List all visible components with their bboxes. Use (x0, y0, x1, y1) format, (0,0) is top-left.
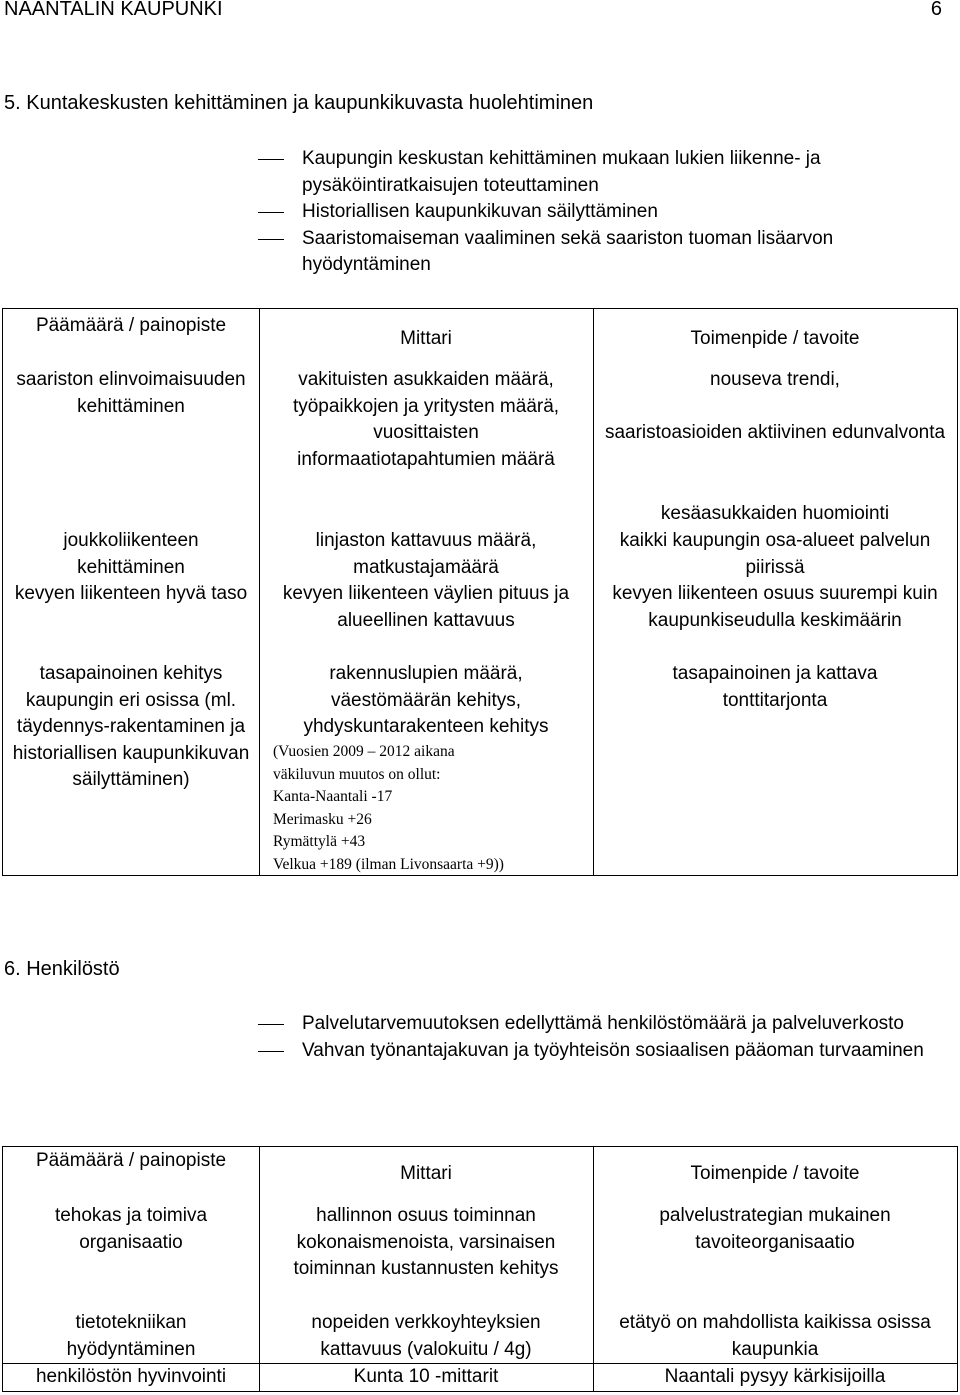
page-number: 6 (930, 0, 942, 20)
table-header-goal: Päämäärä / painopiste (35, 315, 227, 336)
bullet-item: Kaupungin keskustan kehittäminen mukaan lukien liikenne- ja pysäköintiratkaisujen toteuttaminen (258, 146, 958, 199)
table-header-goal: Päämäärä / painopiste (35, 1150, 227, 1171)
section-6-heading: 6. Henkilöstö (4, 958, 120, 980)
action-cell: etätyö on mahdollista kaikissa osissa kaupunkia (619, 1312, 931, 1360)
bullet-item: Vahvan työnantajakuvan ja työyhteisön sosiaalisen pääoman turvaaminen (258, 1038, 958, 1065)
metric-cell: linjaston kattavuus määrä, matkustajamäärä (315, 530, 537, 578)
section-5-table (2, 308, 958, 876)
metric-cell: hallinnon osuus toiminnan kokonaismenoista, varsinaisen toiminnan kustannusten kehitys (293, 1205, 559, 1279)
metric-cell: kevyen liikenteen väylien pituus ja alueellinen kattavuus (282, 583, 570, 631)
metric-cell: rakennuslupien määrä, väestömäärän kehitys, yhdyskuntarakenteen kehitys (303, 663, 549, 737)
column-divider (593, 309, 594, 875)
section-5-bullet-list (258, 146, 958, 279)
note-line: Rymättylä +43 (273, 833, 366, 850)
action-cell: tasapainoinen ja kattava tonttitarjonta (672, 663, 878, 711)
bullet-item: Saaristomaiseman vaaliminen sekä saariston tuoman lisäarvon hyödyntäminen (258, 226, 958, 279)
population-change-note (273, 741, 589, 876)
table-header-action: Toimenpide / tavoite (690, 1163, 860, 1184)
table-header-metric: Mittari (400, 328, 452, 349)
metric-cell: nopeiden verkkoyhteyksien kattavuus (valokuitu / 4g) (311, 1312, 541, 1360)
goal-cell: henkilöstön hyvinvointi (35, 1366, 227, 1387)
action-cell: kesäasukkaiden huomiointi (660, 503, 890, 524)
column-divider (259, 309, 260, 875)
goal-cell: tehokas ja toimiva organisaatio (54, 1205, 208, 1253)
action-cell: kaikki kaupungin osa-alueet palvelun piirissä (619, 530, 931, 578)
action-cell: kevyen liikenteen osuus suurempi kuin kaupunkiseudulla keskimäärin (612, 583, 938, 631)
section-5-heading: 5. Kuntakeskusten kehittäminen ja kaupunkikuvasta huolehtiminen (4, 92, 594, 114)
metric-cell: Kunta 10 -mittarit (353, 1366, 499, 1387)
note-line: Velkua +189 (ilman Livonsaarta +9)) (273, 855, 504, 873)
note-line: (Vuosien 2009 – 2012 aikana (273, 743, 455, 760)
goal-cell: kevyen liikenteen hyvä taso (14, 583, 248, 604)
bullet-item: Historiallisen kaupunkikuvan säilyttäminen (258, 199, 958, 226)
organization-name: NAANTALIN KAUPUNKI (4, 0, 223, 20)
goal-cell: tietotekniikan hyödyntäminen (66, 1312, 196, 1360)
goal-cell: joukkoliikenteen kehittäminen (63, 530, 199, 578)
bullet-item: Palvelutarvemuutoksen edellyttämä henkilöstömäärä ja palveluverkosto (258, 1011, 958, 1038)
page-header (4, 0, 948, 24)
table-header-metric: Mittari (400, 1163, 452, 1184)
goal-cell: saariston elinvoimaisuuden kehittäminen (16, 369, 246, 417)
table-header-action: Toimenpide / tavoite (690, 328, 860, 349)
action-cell: palvelustrategian mukainen tavoiteorganisaatio (659, 1205, 891, 1253)
goal-cell: tasapainoinen kehitys kaupungin eri osissa (ml. täydennys-rakentaminen ja historiallisen kaupunkikuvan säilyttäminen) (12, 663, 250, 790)
note-line: väkiluvun muutos on ollut: (273, 765, 441, 783)
metric-cell: vakituisten asukkaiden määrä, työpaikkojen ja yritysten määrä, vuosittaisten informaatiotapahtumien määrä (292, 369, 560, 470)
section-6-bullet-list (258, 1011, 958, 1064)
action-cell: Naantali pysyy kärkisijoilla (664, 1366, 886, 1387)
note-line: Kanta-Naantali -17 (273, 788, 393, 805)
section-6-table (2, 1146, 958, 1392)
note-line: Merimasku +26 (273, 810, 372, 828)
action-cell: nouseva trendi, (710, 369, 840, 390)
action-cell: saaristoasioiden aktiivinen edunvalvonta (604, 422, 946, 443)
